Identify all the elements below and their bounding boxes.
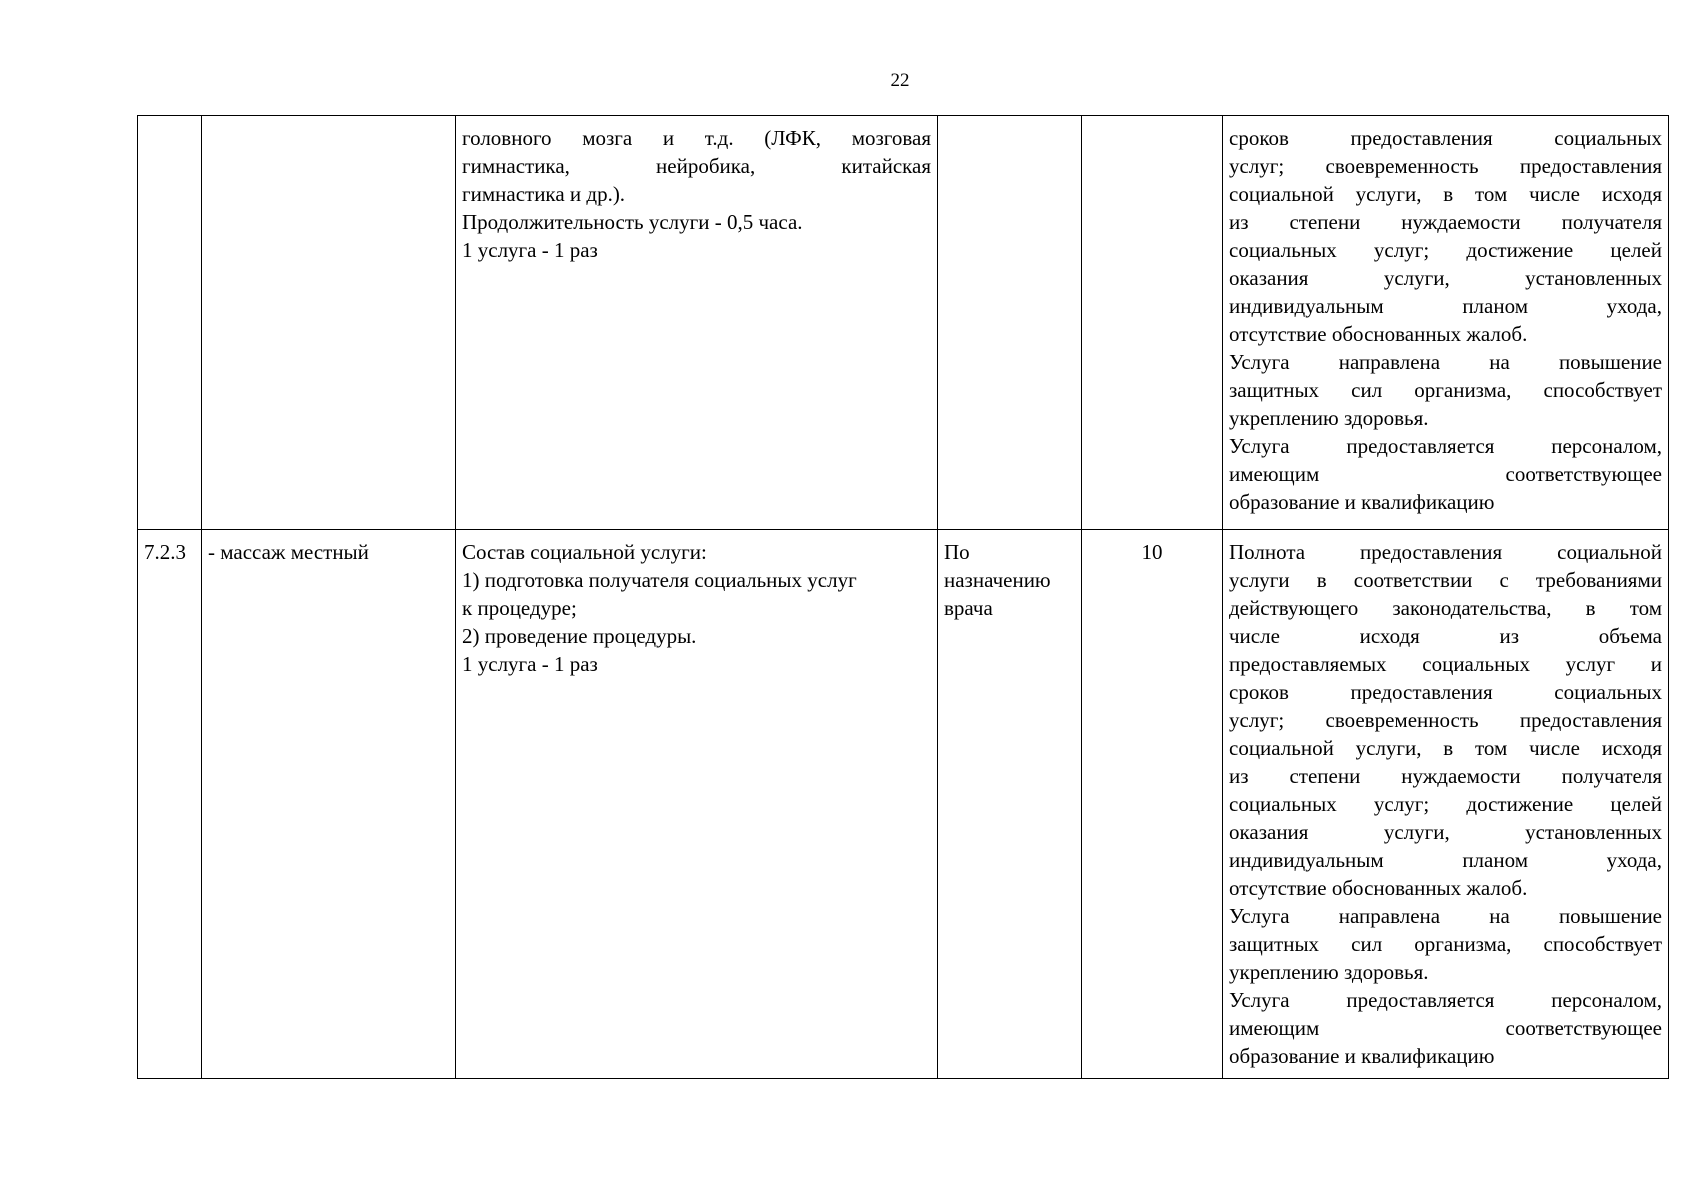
quality-line: из степени нуждаемости получателя: [1229, 764, 1662, 788]
quality-line: укреплению здоровья.: [1229, 406, 1429, 430]
quality-line: числе исходя из объема: [1229, 624, 1662, 648]
quality-line: защитных сил организма, способствует: [1229, 932, 1662, 956]
description-line: головного мозга и т.д. (ЛФК, мозговая: [462, 126, 931, 150]
description-line: гимнастика и др.).: [462, 182, 626, 206]
cell-volume: 10: [1082, 530, 1223, 1079]
quality-line: Услуга предоставляется персоналом,: [1229, 434, 1662, 458]
description-line: 1) подготовка получателя социальных услуг: [462, 568, 857, 592]
quality-line: образование и квалификацию: [1229, 1044, 1495, 1068]
cell-quality: [1223, 116, 1669, 530]
quality-line: сроков предоставления социальных: [1229, 126, 1662, 150]
description-line: гимнастика, нейробика, китайская: [462, 154, 931, 178]
quality-line: Услуга направлена на повышение: [1229, 350, 1662, 374]
description-line: 2) проведение процедуры.: [462, 624, 697, 648]
quality-line: услуг; своевременность предоставления: [1229, 708, 1662, 732]
description-line: к процедуре;: [462, 596, 577, 620]
quality-line: имеющим соответствующее: [1229, 462, 1662, 486]
description-line: 1 услуга - 1 раз: [462, 652, 598, 676]
quality-line: социальной услуги, в том числе исходя: [1229, 736, 1662, 760]
condition-line: назначению: [944, 568, 1051, 592]
quality-line: из степени нуждаемости получателя: [1229, 210, 1662, 234]
quality-line: оказания услуги, установленных: [1229, 820, 1662, 844]
quality-line: социальных услуг; достижение целей: [1229, 238, 1662, 262]
condition-line: врача: [944, 596, 993, 620]
quality-line: услуги в соответствии с требованиями: [1229, 568, 1662, 592]
table-row: [138, 530, 1669, 1079]
description-line: 1 услуга - 1 раз: [462, 238, 598, 262]
cell-condition: [938, 116, 1082, 530]
cell-condition: [938, 530, 1082, 1079]
cell-service: - массаж местный: [202, 530, 456, 1079]
quality-line: предоставляемых социальных услуг и: [1229, 652, 1662, 676]
cell-number: 7.2.3: [138, 530, 202, 1079]
quality-line: укреплению здоровья.: [1229, 960, 1429, 984]
quality-line: действующего законодательства, в том: [1229, 596, 1662, 620]
quality-line: оказания услуги, установленных: [1229, 266, 1662, 290]
quality-line: услуг; своевременность предоставления: [1229, 154, 1662, 178]
quality-line: индивидуальным планом ухода,: [1229, 294, 1662, 318]
table-row: [138, 116, 1669, 530]
quality-line: отсутствие обоснованных жалоб.: [1229, 322, 1528, 346]
cell-volume: [1082, 116, 1223, 530]
quality-line: Услуга предоставляется персоналом,: [1229, 988, 1662, 1012]
quality-line: сроков предоставления социальных: [1229, 680, 1662, 704]
cell-description: [456, 116, 938, 530]
cell-description: [456, 530, 938, 1079]
quality-line: Услуга направлена на повышение: [1229, 904, 1662, 928]
description-line: Продолжительность услуги - 0,5 часа.: [462, 210, 803, 234]
cell-number: [138, 116, 202, 530]
quality-line: имеющим соответствующее: [1229, 1016, 1662, 1040]
quality-line: образование и квалификацию: [1229, 490, 1495, 514]
description-line: Состав социальной услуги:: [462, 540, 707, 564]
quality-line: Полнота предоставления социальной: [1229, 540, 1662, 564]
cell-quality: [1223, 530, 1669, 1079]
quality-line: социальных услуг; достижение целей: [1229, 792, 1662, 816]
quality-line: защитных сил организма, способствует: [1229, 378, 1662, 402]
page-number: 22: [890, 70, 910, 91]
quality-line: индивидуальным планом ухода,: [1229, 848, 1662, 872]
condition-line: По: [944, 540, 970, 564]
quality-line: социальной услуги, в том числе исходя: [1229, 182, 1662, 206]
quality-line: отсутствие обоснованных жалоб.: [1229, 876, 1528, 900]
cell-service: [202, 116, 456, 530]
services-table: [137, 115, 1669, 1079]
